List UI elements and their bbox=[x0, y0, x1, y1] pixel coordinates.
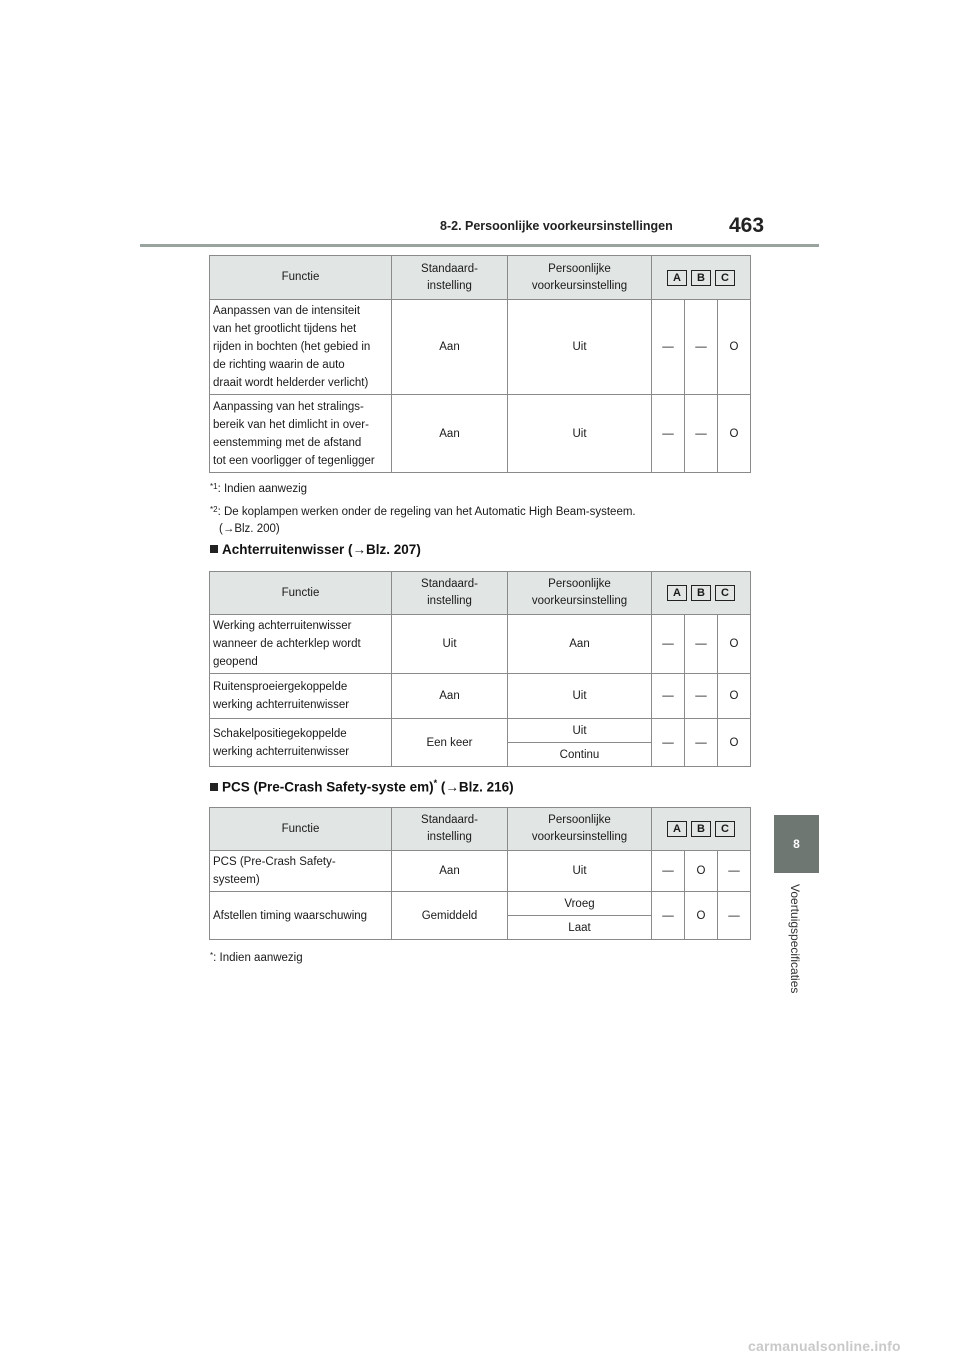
cell-a: — bbox=[652, 395, 685, 473]
table-row bbox=[210, 851, 751, 892]
watermark: carmanualsonline.info bbox=[748, 1338, 901, 1354]
cell-standaard: Aan bbox=[392, 851, 508, 892]
badge-c: C bbox=[715, 585, 735, 601]
col-header-persoonlijk: Persoonlijke voorkeursinstelling bbox=[508, 256, 652, 300]
col-header-functie: Functie bbox=[210, 808, 392, 851]
cell-standaard: Aan bbox=[392, 395, 508, 473]
cell-standaard: Aan bbox=[392, 674, 508, 719]
footnote-3: *: Indien aanwezig bbox=[210, 951, 303, 964]
cell-c: — bbox=[718, 892, 751, 940]
badge-a: A bbox=[667, 585, 687, 601]
cell-c: O bbox=[718, 300, 751, 395]
badge-a: A bbox=[667, 270, 687, 286]
table-pcs bbox=[209, 807, 751, 940]
header-rule bbox=[140, 244, 819, 247]
cell-c: — bbox=[718, 851, 751, 892]
cell-functie: PCS (Pre-Crash Safety- systeem) bbox=[210, 851, 392, 892]
col-header-standaard: Standaard- instelling bbox=[392, 808, 508, 851]
table-verlichting bbox=[209, 255, 751, 473]
table-row bbox=[210, 892, 751, 916]
badge-b: B bbox=[691, 270, 711, 286]
cell-a: — bbox=[652, 892, 685, 940]
col-header-persoonlijk: Persoonlijke voorkeursinstelling bbox=[508, 572, 652, 615]
col-header-abc bbox=[652, 572, 751, 615]
cell-a: — bbox=[652, 615, 685, 674]
cell-persoonlijk: Uit bbox=[508, 395, 652, 473]
col-header-abc bbox=[652, 808, 751, 851]
badge-b: B bbox=[691, 821, 711, 837]
cell-functie: Afstellen timing waarschuwing bbox=[210, 892, 392, 940]
section-heading-achterruitenwisser: Achterruitenwisser (→Blz. 207) bbox=[210, 542, 421, 557]
col-header-abc bbox=[652, 256, 751, 300]
cell-persoonlijk: Uit bbox=[508, 300, 652, 395]
cell-c: O bbox=[718, 395, 751, 473]
section-header-title: 8-2. Persoonlijke voorkeursinstellingen bbox=[440, 219, 673, 233]
cell-b: — bbox=[685, 615, 718, 674]
badge-b: B bbox=[691, 585, 711, 601]
cell-standaard: Aan bbox=[392, 300, 508, 395]
cell-c: O bbox=[718, 615, 751, 674]
cell-persoonlijk-option: Vroeg bbox=[508, 892, 652, 916]
cell-functie: Schakelpositiegekoppelde werking achterruitenwisser bbox=[210, 719, 392, 767]
square-bullet-icon bbox=[210, 783, 218, 791]
section-heading-pcs: PCS (Pre-Crash Safety-syste em)* (→Blz. 216) bbox=[210, 778, 514, 795]
cell-b: O bbox=[685, 892, 718, 940]
cell-c: O bbox=[718, 719, 751, 767]
square-bullet-icon bbox=[210, 545, 218, 553]
cell-functie: Aanpassing van het stralings- bereik van het dimlicht in over- eenstemming met de afstand tot een voorligger of tegenligger bbox=[210, 395, 392, 473]
chapter-label: Voertuigspecificaties bbox=[788, 884, 802, 994]
table-row bbox=[210, 395, 751, 473]
cell-standaard: Een keer bbox=[392, 719, 508, 767]
chapter-tab[interactable] bbox=[774, 815, 819, 873]
cell-b: — bbox=[685, 719, 718, 767]
footnote-1: $^{*1}$: Indien aanwezig bbox=[210, 482, 308, 495]
cell-b: O bbox=[685, 851, 718, 892]
cell-b: — bbox=[685, 674, 718, 719]
footnote-2: $^{*2}$: De koplampen werken onder de regeling van het Automatic High Beam-systeem. (→Blz. 200) bbox=[210, 505, 636, 535]
cell-persoonlijk: Uit bbox=[508, 851, 652, 892]
col-header-standaard: Standaard- instelling bbox=[392, 256, 508, 300]
cell-b: — bbox=[685, 395, 718, 473]
cell-standaard: Uit bbox=[392, 615, 508, 674]
cell-standaard: Gemiddeld bbox=[392, 892, 508, 940]
col-header-standaard: Standaard- instelling bbox=[392, 572, 508, 615]
cell-a: — bbox=[652, 674, 685, 719]
table-row bbox=[210, 719, 751, 743]
col-header-functie: Functie bbox=[210, 572, 392, 615]
cell-a: — bbox=[652, 851, 685, 892]
chapter-number: 8 bbox=[793, 837, 800, 851]
cell-b: — bbox=[685, 300, 718, 395]
cell-persoonlijk: Aan bbox=[508, 615, 652, 674]
chapter-label-wrap bbox=[788, 884, 804, 1014]
cell-functie: Ruitensproeiergekoppelde werking achterruitenwisser bbox=[210, 674, 392, 719]
table-row bbox=[210, 615, 751, 674]
col-header-persoonlijk: Persoonlijke voorkeursinstelling bbox=[508, 808, 652, 851]
cell-persoonlijk: Uit bbox=[508, 674, 652, 719]
cell-a: — bbox=[652, 300, 685, 395]
table-row bbox=[210, 674, 751, 719]
cell-a: — bbox=[652, 719, 685, 767]
cell-persoonlijk-option: Laat bbox=[508, 916, 652, 940]
cell-functie: Aanpassen van de intensiteit van het grootlicht tijdens het rijden in bochten (het gebied in de richting waarin de auto draait wordt helderder verlicht) bbox=[210, 300, 392, 395]
cell-functie: Werking achterruitenwisser wanneer de achterklep wordt geopend bbox=[210, 615, 392, 674]
badge-c: C bbox=[715, 821, 735, 837]
col-header-functie: Functie bbox=[210, 256, 392, 300]
table-achterruitenwisser bbox=[209, 571, 751, 767]
table-row bbox=[210, 300, 751, 395]
cell-persoonlijk-option: Continu bbox=[508, 743, 652, 767]
cell-c: O bbox=[718, 674, 751, 719]
badge-a: A bbox=[667, 821, 687, 837]
page-number: 463 bbox=[729, 214, 765, 237]
badge-c: C bbox=[715, 270, 735, 286]
cell-persoonlijk-option: Uit bbox=[508, 719, 652, 743]
